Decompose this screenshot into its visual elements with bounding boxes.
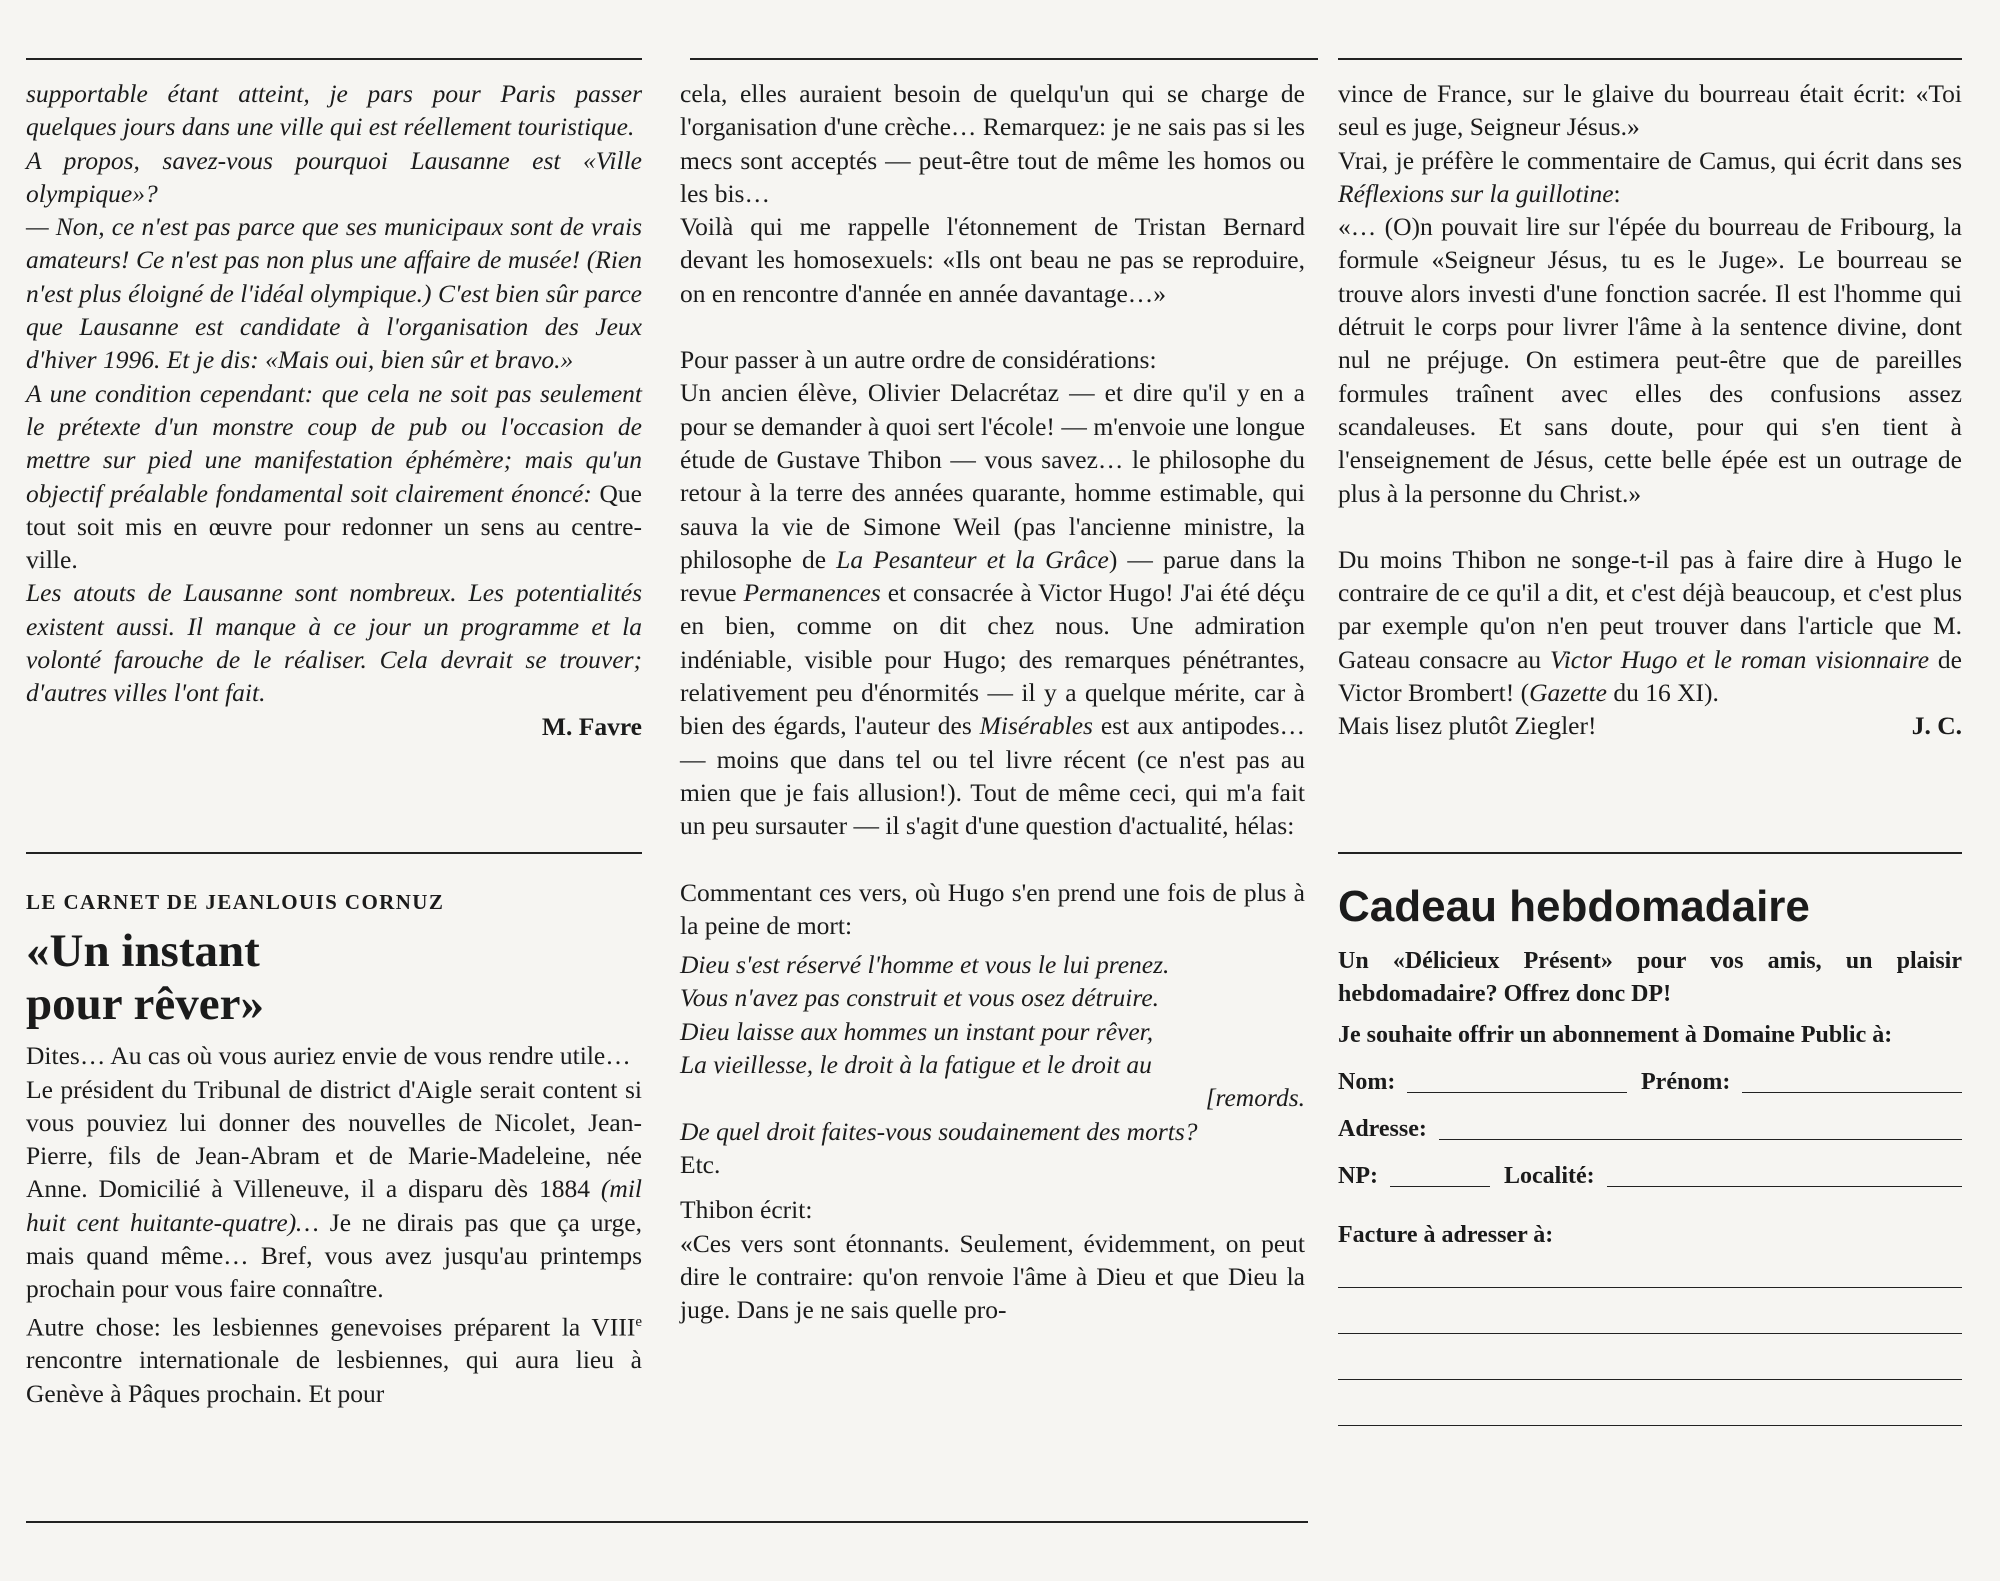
paragraph: «Ces vers sont étonnants. Seulement, évidemment, on peut dire le contraire: qu'on renvoie l'âme à Dieu et que Dieu la juge. Dans je ne sais quelle pro-: [680, 1228, 1305, 1325]
cornuz-article: [26, 886, 642, 1410]
verse-quote: [680, 948, 1305, 1148]
paragraph: Voilà qui me rappelle l'étonnement de Tristan Bernard devant les homosexuels: «Ils ont beau ne pas se reproduire, on en rencontre d'année en année davantage…»: [680, 212, 1305, 308]
top-rule-col3: [1338, 58, 1962, 60]
prenom-field[interactable]: [1742, 1091, 1962, 1093]
author-signature: M. Favre: [541, 711, 642, 741]
verse-line: Vous n'avez pas construit et vous osez détruire.: [680, 983, 1160, 1013]
adresse-field[interactable]: [1439, 1138, 1962, 1140]
verse-line: Dieu s'est réservé l'homme et vous le lui prenez.: [680, 950, 1170, 980]
paragraph: A propos, savez-vous pourquoi Lausanne est «Ville olympique»?: [26, 145, 642, 208]
paragraph: cela, elles auraient besoin de quelqu'un qui se charge de l'organisation d'une crèche… Remarquez: je ne sais pas si les mecs sont acceptés — peut-être tout de même les homos ou les bis…: [680, 79, 1305, 208]
verse-line: La vieillesse, le droit à la fatigue et le droit au: [680, 1050, 1152, 1080]
text-run: :: [1613, 178, 1621, 208]
paragraph: vince de France, sur le glaive du bourreau était écrit: «Toi seul es juge, Seigneur Jésus.»: [1338, 79, 1962, 142]
verse-line: Dieu laisse aux hommes un instant pour rêver,: [680, 1016, 1154, 1046]
text-run: Un ancien élève, Olivier Delacrétaz — et dire qu'il y en a pour se demander à quoi sert l'école! — m'envoie une longue étude de Gustave Thibon — vous savez… le philosophe du retour à la terre des années quarante, homme estimable, qui sauva la vie de Simone Weil (pas l'ancienne ministre, la philosophe de: [680, 378, 1305, 574]
book-title: La Pesanteur et la Grâce: [836, 544, 1109, 574]
locality-row: [1338, 1160, 1962, 1193]
headline-line-1: «Un instant: [26, 925, 260, 978]
bottom-rule: [26, 1521, 1308, 1523]
book-title: Misérables: [979, 711, 1093, 741]
section-rule-col1: [26, 852, 642, 854]
np-field[interactable]: [1390, 1185, 1490, 1187]
italic-text: A une condition cependant: que cela ne soit pas seulement le prétexte d'un monstre coup de pub ou l'occasion de mettre sur pied une manifestation éphémère; mais qu'un objectif préalable fondamental soit clairement énoncé:: [26, 378, 642, 508]
paragraph: «… (O)n pouvait lire sur l'épée du bourreau de Fribourg, la formule «Seigneur Jésus, tu es le Juge». Le bourreau se trouve alors investi d'une fonction sacrée. Il est l'homme qui détruit le corps pour livrer l'âme à la sentence divine, dont nul ne préjuge. On estimera peut-être que de pareilles formules traînent avec elles des confusions assez scandaleuses. Et sans doute, pour qui s'en tient à l'enseignement de Jésus, cette belle épée est un outrage de plus à la personne du Christ.»: [1338, 212, 1962, 508]
roman-text: Que tout soit mis en œuvre pour redonner un sens au centre-ville.: [26, 478, 642, 575]
facture-label: Facture à adresser à:: [1338, 1222, 1554, 1249]
np-label: NP:: [1338, 1163, 1378, 1190]
newspaper-title: Gazette: [1529, 678, 1607, 708]
column-1: [26, 77, 642, 743]
paragraph: [26, 377, 642, 577]
paragraph: Etc.: [680, 1149, 721, 1179]
text-run: du 16 XI).: [1606, 678, 1719, 708]
address-row: [1338, 1113, 1962, 1146]
review-title: Permanences: [743, 578, 881, 608]
column-2: [680, 77, 1305, 1326]
section-kicker: LE CARNET DE JEANLOUIS CORNUZ: [26, 890, 445, 914]
column-3: [1338, 77, 1962, 743]
closing-line: [1338, 709, 1962, 742]
paragraph: supportable étant atteint, je pars pour Paris passer quelques jours dans une ville qui est réellement touristique.: [26, 79, 642, 142]
italic-text: (mil huit cent huitante-quatre)…: [26, 1174, 642, 1237]
localite-field[interactable]: [1607, 1185, 1962, 1187]
superscript: e: [635, 1313, 642, 1330]
nom-label: Nom:: [1338, 1069, 1396, 1096]
section-rule-col3: [1338, 852, 1962, 854]
paragraph: — Non, ce n'est pas parce que ses municipaux sont de vrais amateurs! Ce n'est pas non plus une affaire de musée! (Rien n'est plus éloigné de l'idéal olympique.) C'est bien sûr parce que Lausanne est candidate à l'organisation des Jeux d'hiver 1996. Et je dis: «Mais oui, bien sûr et bravo.»: [26, 212, 642, 375]
adresse-label: Adresse:: [1338, 1116, 1427, 1143]
text-run: Vrai, je préfère le commentaire de Camus, qui écrit dans ses: [1338, 145, 1962, 175]
paragraph: [26, 1306, 642, 1410]
author-signature: J. C.: [1911, 711, 1962, 741]
headline: [26, 925, 642, 1031]
facture-line[interactable]: [1338, 1332, 1962, 1334]
text-run: Le président du Tribunal de district d'Aigle serait content si vous pouviez lui donner des nouvelles de Nicolet, Jean-Pierre, fils de Jean-Abram et de Marie-Madeleine, née Anne. Domicilié à Villeneuve, il a disparu dès 1884: [26, 1074, 642, 1204]
paragraph: [680, 376, 1305, 842]
text-run: est aux antipodes… — moins que dans tel ou tel livre récent (ce n'est pas au mien que je fais allusion!). Tout de même ceci, qui m'a fait un peu sursauter — il s'agit d'une question d'actualité, hélas:: [680, 711, 1305, 841]
book-title: Victor Hugo et le roman visionnaire: [1550, 644, 1930, 674]
subscription-form: [1338, 882, 1962, 1426]
text-run: Je ne dirais pas que ça urge, mais quand même… Bref, vous avez jusqu'au printemps prochain pour vous faire connaître.: [26, 1207, 642, 1304]
text-run: Du moins Thibon ne songe-t-il pas à faire dire à Hugo le contraire de ce qu'il a dit, et c'est déjà beaucoup, et c'est plus par exemple qu'on n'en peut trouver dans l'article que M. Gateau consacre au: [1338, 544, 1962, 674]
top-rule-col2: [690, 58, 1318, 60]
wish-text: Je souhaite offrir un abonnement à Domaine Public à:: [1338, 1022, 1893, 1049]
paragraph: [1338, 144, 1962, 211]
nom-field[interactable]: [1407, 1091, 1627, 1093]
text-run: rencontre internationale de lesbiennes, qui aura lieu à Genève à Pâques prochain. Et pour: [26, 1345, 642, 1408]
text-run: de Victor Brombert! (: [1338, 644, 1962, 708]
text-run: ) — parue dans la revue: [680, 544, 1305, 608]
name-row: [1338, 1066, 1962, 1099]
paragraph: Commentant ces vers, où Hugo s'en prend une fois de plus à la peine de mort:: [680, 877, 1305, 940]
facture-line[interactable]: [1338, 1286, 1962, 1288]
paragraph: Dites… Au cas où vous auriez envie de vous rendre utile…: [26, 1041, 631, 1071]
headline-line-2: pour rêver»: [26, 978, 264, 1031]
verse-line: [remords.: [1205, 1083, 1305, 1113]
text-run: Autre chose: les lesbiennes genevoises préparent la VIII: [26, 1312, 636, 1342]
cadeau-title: Cadeau hebdomadaire: [1338, 882, 1810, 931]
paragraph: Pour passer à un autre ordre de considérations:: [680, 345, 1157, 375]
offer-text: Un «Délicieux Présent» pour vos amis, un plaisir hebdomadaire? Offrez donc DP!: [1338, 948, 1962, 1008]
text-run: et consacrée à Victor Hugo! J'ai été déçu en bien, comme on dit chez nous. Une admiration indéniable, visible pour Hugo; des remarques pénétrantes, relativement peu d'énormités — il y a quelque mérite, car à bien des égards, l'auteur des: [680, 578, 1305, 741]
paragraph: Thibon écrit:: [680, 1195, 813, 1225]
book-title: Réflexions sur la guillotine: [1338, 178, 1614, 208]
top-rule-col1: [26, 58, 642, 60]
localite-label: Localité:: [1503, 1163, 1595, 1190]
paragraph: [26, 1073, 642, 1306]
facture-line[interactable]: [1338, 1424, 1962, 1426]
paragraph: Mais lisez plutôt Ziegler!: [1338, 711, 1597, 741]
facture-line[interactable]: [1338, 1378, 1962, 1380]
paragraph: [1338, 543, 1962, 709]
paragraph: Les atouts de Lausanne sont nombreux. Les potentialités existent aussi. Il manque à ce jour un programme et la volonté farouche de le réaliser. Cela devrait se trouver; d'autres villes l'ont fait.: [26, 578, 642, 708]
verse-line: De quel droit faites-vous soudainement des morts?: [680, 1116, 1198, 1146]
prenom-label: Prénom:: [1641, 1069, 1731, 1096]
